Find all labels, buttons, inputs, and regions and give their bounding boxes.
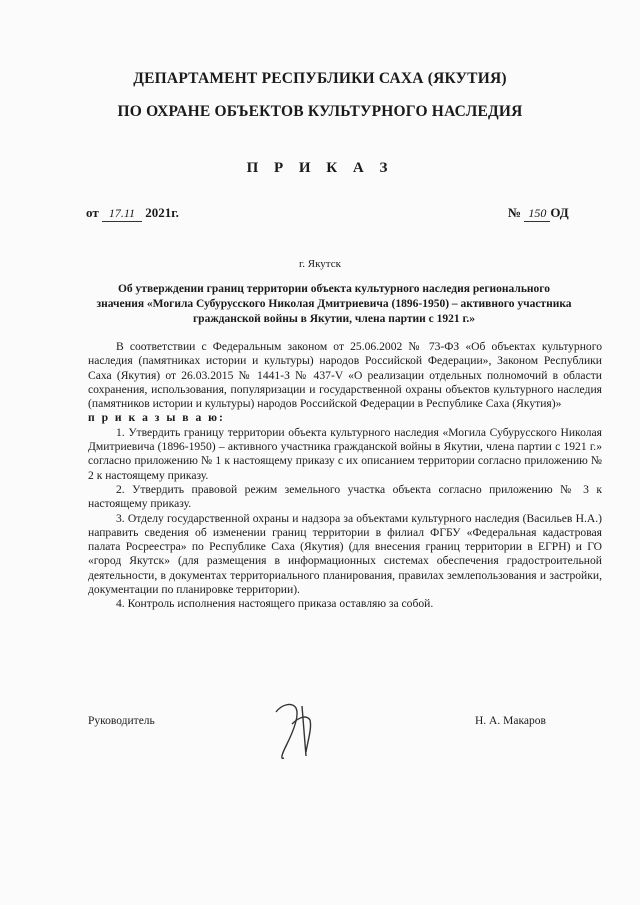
date-prefix: от bbox=[86, 205, 99, 220]
signer-position: Руководитель bbox=[88, 715, 155, 727]
order-title: Об утверждении границ территории объекта культурного наследия регионального значения «Могила Субурусского Николая Дмитриевича (1896-1950) – активного участника гражданской войны в Якутии, члена партии с 1921 г.» bbox=[96, 283, 572, 325]
order-item: 3. Отделу государственной охраны и надзора за объектами культурного наследия (Васильев Н.А.) направить сведения об изменении границ территории в филиал ФГБУ «Федеральная кадастровая палата Росреестра» по Республике Саха (Якутия) (для внесения границ территории в ЕГРН) и ГО «город Якутск» (для размещения в информационных системах обеспечения градостроительной деятельности, в документах территориального планирования, правилах землепользования и застройки, документации по планировке территории). bbox=[88, 511, 602, 597]
order-number bbox=[508, 205, 569, 222]
department-name-line1: ДЕПАРТАМЕНТ РЕСПУБЛИКИ САХА (ЯКУТИЯ) bbox=[133, 70, 507, 87]
signer-name: Н. А. Макаров bbox=[475, 715, 546, 727]
date-handwritten: 17.11 bbox=[102, 206, 142, 222]
department-name-line2: ПО ОХРАНЕ ОБЪЕКТОВ КУЛЬТУРНОГО НАСЛЕДИЯ bbox=[117, 103, 523, 120]
order-body bbox=[88, 340, 602, 612]
order-date bbox=[86, 205, 179, 222]
city: г. Якутск bbox=[299, 258, 341, 270]
date-suffix: 2021г. bbox=[145, 205, 179, 220]
handwritten-signature bbox=[262, 694, 332, 764]
number-suffix: ОД bbox=[550, 205, 569, 220]
order-item: 2. Утвердить правовой режим земельного участка объекта согласно приложению № 3 к настоящему приказу. bbox=[88, 482, 602, 511]
preamble: В соответствии с Федеральным законом от 25.06.2002 № 73-ФЗ «Об объектах культурного наследия (памятниках истории и культуры) народов Российской Федерации», Законом Республики Саха (Якутия) от 26.03.2015 № 1441-З № 437-V «О реализации отдельных полномочий в области сохранения, использования, популяризации и государственной охраны объектов культурного наследия (памятников истории и культуры) народов Российской Федерации в Республике Саха (Якутия)» bbox=[88, 340, 602, 411]
order-item: 4. Контроль исполнения настоящего приказа оставляю за собой. bbox=[116, 597, 434, 611]
order-word: п р и к а з ы в а ю: bbox=[88, 411, 225, 425]
number-prefix: № bbox=[508, 205, 522, 220]
document-type: П Р И К А З bbox=[246, 160, 394, 176]
order-item: 1. Утвердить границу территории объекта культурного наследия «Могила Субурусского Николая Дмитриевича (1896-1950) – активного участника гражданской войны в Якутии, члена партии с 1921 г.» согласно приложению № 1 к настоящему приказу с их описанием территории согласно приложению № 2 к настоящему приказу. bbox=[88, 425, 602, 482]
number-handwritten: 150 bbox=[524, 206, 550, 222]
